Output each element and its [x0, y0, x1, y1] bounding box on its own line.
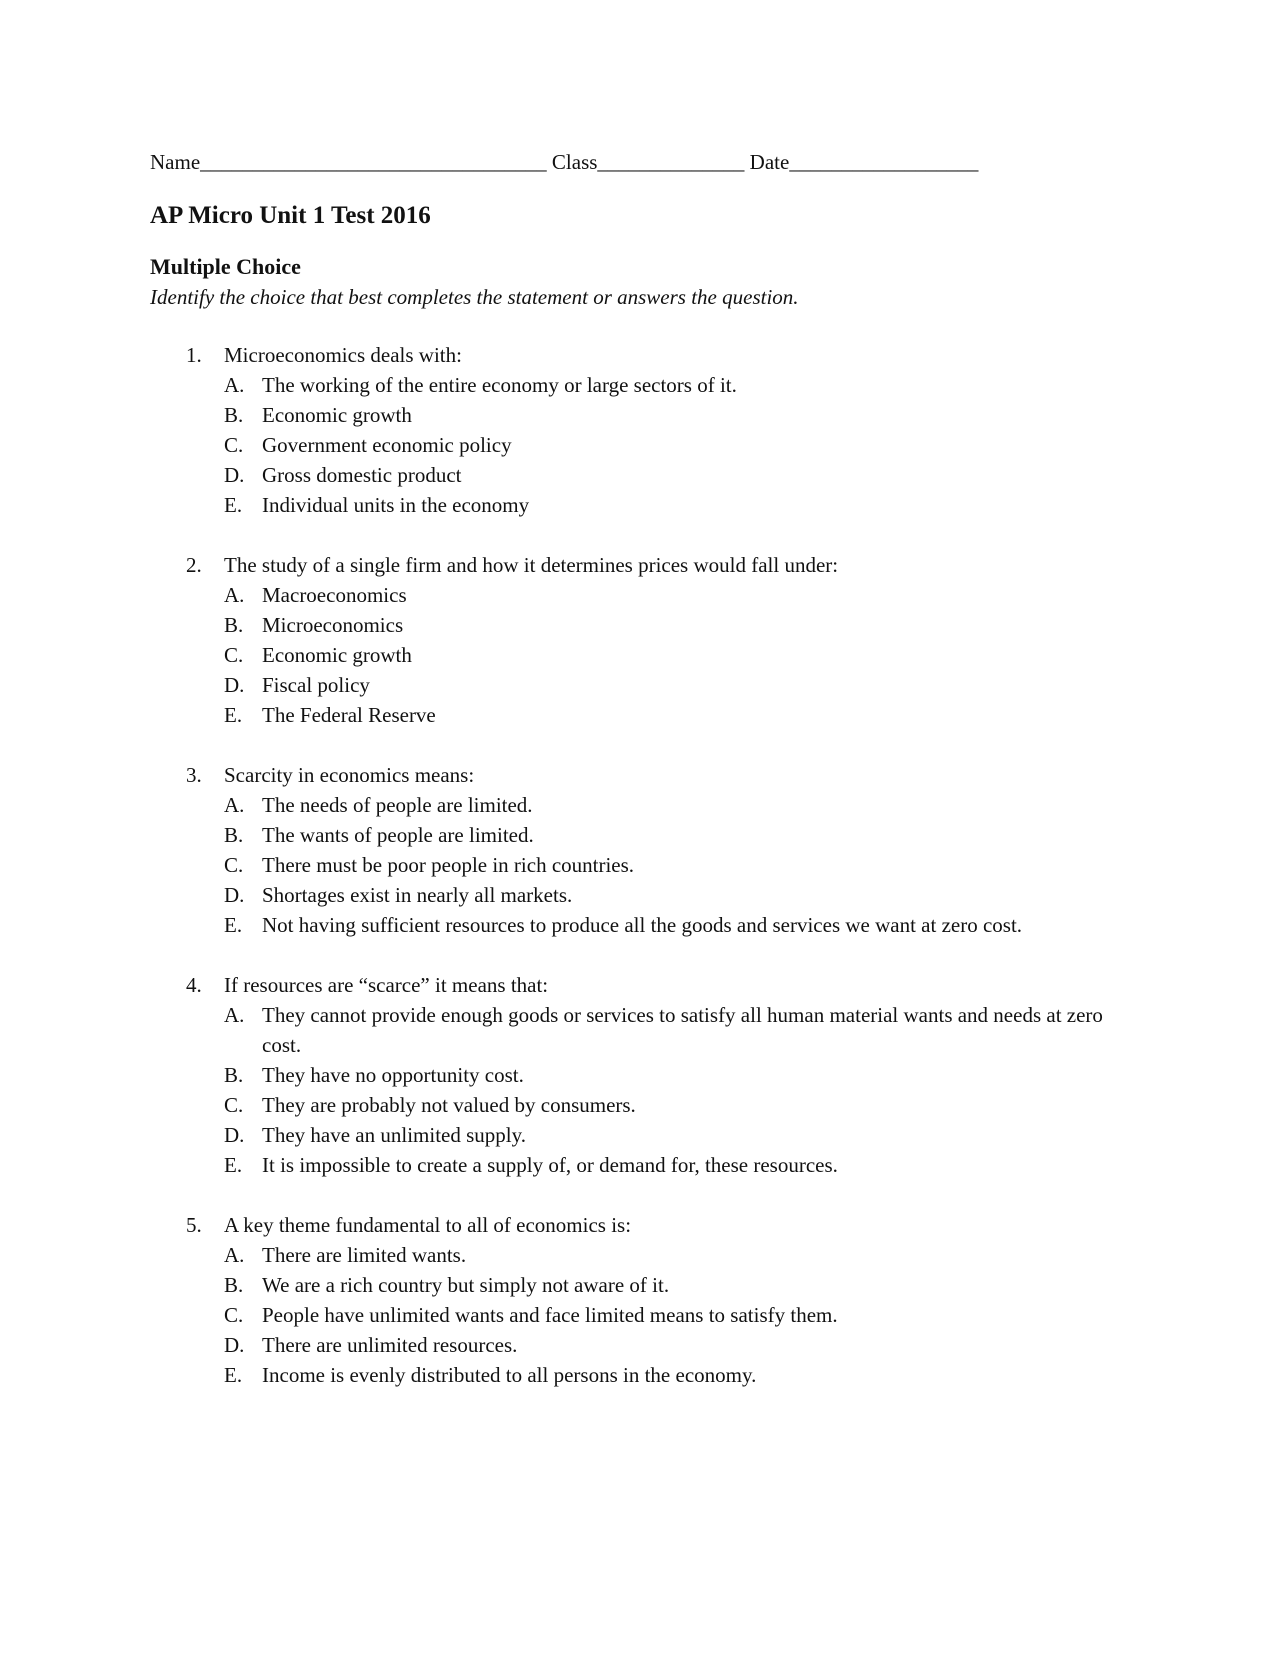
option-text: They cannot provide enough goods or services to satisfy all human material wants and needs at zero cost. [262, 1003, 1103, 1057]
class-blank: ______________ [597, 150, 745, 174]
option-text: Shortages exist in nearly all markets. [262, 883, 573, 907]
date-label: Date [744, 150, 790, 174]
answer-option [224, 910, 1130, 940]
option-text: It is impossible to create a supply of, or demand for, these resources. [262, 1153, 838, 1177]
option-text: Individual units in the economy [262, 493, 530, 517]
option-letter: B. [224, 1063, 244, 1087]
answer-options [224, 790, 1130, 940]
answer-option [224, 1060, 1130, 1090]
question-text: A key theme fundamental to all of economics is: [224, 1213, 632, 1237]
answer-options [224, 370, 1130, 520]
option-letter: D. [224, 1333, 245, 1357]
option-letter: D. [224, 883, 245, 907]
answer-options [224, 580, 1130, 730]
option-letter: A. [224, 373, 245, 397]
answer-option [224, 1150, 1130, 1180]
test-title: AP Micro Unit 1 Test 2016 [150, 202, 431, 229]
option-letter: C. [224, 433, 244, 457]
answer-option [224, 820, 1130, 850]
option-letter: D. [224, 673, 245, 697]
class-label: Class [546, 150, 598, 174]
question-text: Microeconomics deals with: [224, 343, 462, 367]
option-text: The Federal Reserve [262, 703, 436, 727]
option-letter: A. [224, 793, 245, 817]
option-text: We are a rich country but simply not aware of it. [262, 1273, 670, 1297]
option-letter: E. [224, 703, 243, 727]
date-blank: __________________ [789, 150, 979, 174]
question-list [150, 340, 1130, 1420]
answer-option [224, 850, 1130, 880]
answer-option [224, 580, 1130, 610]
answer-options [224, 1240, 1130, 1390]
option-letter: D. [224, 1123, 245, 1147]
section-title: Multiple Choice [150, 254, 301, 279]
option-text: The needs of people are limited. [262, 793, 533, 817]
answer-option [224, 460, 1130, 490]
answer-option [224, 610, 1130, 640]
answer-option [224, 1300, 1130, 1330]
name-label: Name [150, 150, 201, 174]
option-letter: A. [224, 1003, 245, 1027]
option-letter: E. [224, 493, 243, 517]
option-letter: D. [224, 463, 245, 487]
option-letter: C. [224, 643, 244, 667]
option-letter: B. [224, 823, 244, 847]
option-letter: B. [224, 613, 244, 637]
option-text: The wants of people are limited. [262, 823, 534, 847]
question-number: 5. [186, 1213, 202, 1237]
question-number: 4. [186, 973, 202, 997]
answer-option [224, 640, 1130, 670]
option-text: Economic growth [262, 643, 412, 667]
answer-option [224, 430, 1130, 460]
answer-option [224, 700, 1130, 730]
answer-option [224, 1240, 1130, 1270]
option-text: There are unlimited resources. [262, 1333, 518, 1357]
name-blank: _________________________________ [200, 150, 547, 174]
question-item [150, 550, 1130, 730]
answer-option [224, 1330, 1130, 1360]
question-item [150, 760, 1130, 940]
option-text: People have unlimited wants and face limited means to satisfy them. [262, 1303, 838, 1327]
option-letter: C. [224, 1093, 244, 1117]
option-letter: B. [224, 1273, 244, 1297]
answer-option [224, 490, 1130, 520]
answer-option [224, 670, 1130, 700]
option-letter: C. [224, 1303, 244, 1327]
question-text: The study of a single firm and how it determines prices would fall under: [224, 553, 839, 577]
option-text: Macroeconomics [262, 583, 407, 607]
option-text: Government economic policy [262, 433, 512, 457]
answer-option [224, 1360, 1130, 1390]
question-item [150, 1210, 1130, 1390]
option-text: Microeconomics [262, 613, 404, 637]
answer-option [224, 1000, 1130, 1060]
option-letter: C. [224, 853, 244, 877]
question-number: 3. [186, 763, 202, 787]
student-info-line [150, 148, 978, 176]
question-item [150, 340, 1130, 520]
option-text: Fiscal policy [262, 673, 370, 697]
answer-option [224, 370, 1130, 400]
option-text: The working of the entire economy or large sectors of it. [262, 373, 737, 397]
answer-option [224, 880, 1130, 910]
option-letter: E. [224, 1363, 243, 1387]
option-text: They have an unlimited supply. [262, 1123, 526, 1147]
answer-option [224, 1120, 1130, 1150]
option-text: They have no opportunity cost. [262, 1063, 524, 1087]
option-letter: A. [224, 583, 245, 607]
option-text: There are limited wants. [262, 1243, 467, 1267]
option-text: There must be poor people in rich countries. [262, 853, 635, 877]
section-instructions: Identify the choice that best completes the statement or answers the question. [150, 285, 799, 309]
answer-option [224, 1090, 1130, 1120]
question-text: Scarcity in economics means: [224, 763, 475, 787]
answer-option [224, 400, 1130, 430]
option-text: Economic growth [262, 403, 412, 427]
question-item [150, 970, 1130, 1180]
question-number: 2. [186, 553, 202, 577]
option-text: Not having sufficient resources to produce all the goods and services we want at zero cost. [262, 913, 1023, 937]
option-text: They are probably not valued by consumers. [262, 1093, 636, 1117]
question-text: If resources are “scarce” it means that: [224, 973, 549, 997]
option-letter: E. [224, 1153, 243, 1177]
option-text: Gross domestic product [262, 463, 462, 487]
option-letter: E. [224, 913, 243, 937]
answer-option [224, 790, 1130, 820]
option-letter: A. [224, 1243, 245, 1267]
answer-option [224, 1270, 1130, 1300]
option-text: Income is evenly distributed to all persons in the economy. [262, 1363, 757, 1387]
option-letter: B. [224, 403, 244, 427]
question-number: 1. [186, 343, 202, 367]
answer-options [224, 1000, 1130, 1180]
